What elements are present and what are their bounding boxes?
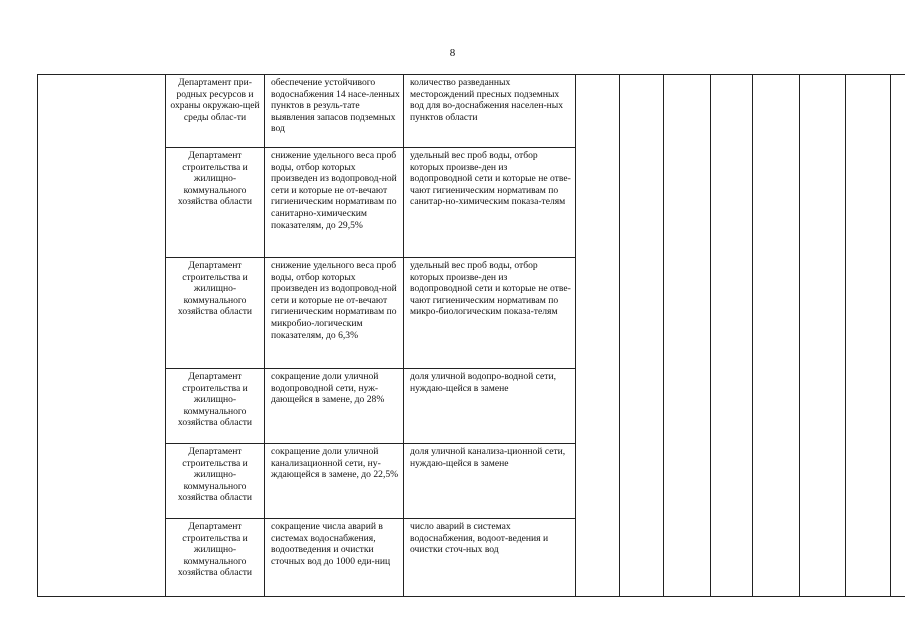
page-number: 8 (449, 47, 456, 59)
empty-cell (846, 75, 891, 597)
goal-cell: сокращение доли уличной канализационной сети, ну-ждающейся в замене, до 22,5% (265, 444, 404, 519)
department-cell: Департамент строительства и жилищно-коммунального хозяйства области (166, 148, 265, 258)
goal-cell: сокращение доли уличной водопроводной сети, нуж-дающейся в замене, до 28% (265, 369, 404, 444)
first-column-cell (38, 75, 166, 597)
indicator-cell: удельный вес проб воды, отбор которых произве-ден из водопроводной сети и которые не отве-чают гигиеническим нормативам по микро-биологическим показа-телям (404, 258, 576, 369)
indicator-cell: количество разведанных месторождений пресных подземных вод для во-доснабжения населен-ных пунктов области (404, 75, 576, 148)
department-cell: Департамент строительства и жилищно-коммунального хозяйства области (166, 258, 265, 369)
goal-cell: сокращение числа аварий в системах водоснабжения, водоотведения и очистки сточных вод до 1000 еди-ниц (265, 519, 404, 597)
empty-cell (753, 75, 800, 597)
department-cell: Департамент строительства и жилищно-коммунального хозяйства области (166, 444, 265, 519)
indicator-cell: доля уличной водопро-водной сети, нуждаю-щейся в замене (404, 369, 576, 444)
department-cell: Департамент строительства и жилищно-коммунального хозяйства области (166, 519, 265, 597)
goal-cell: обеспечение устойчивого водоснабжения 14 насе-ленных пунктов в резуль-тате выявления запасов подземных вод (265, 75, 404, 148)
department-cell: Департамент строительства и жилищно-коммунального хозяйства области (166, 369, 265, 444)
empty-cell (576, 75, 620, 597)
empty-cell (620, 75, 664, 597)
table-row (38, 75, 905, 148)
empty-cell (891, 75, 905, 597)
empty-cell (664, 75, 711, 597)
indicator-cell: доля уличной канализа-ционной сети, нуждаю-щейся в замене (404, 444, 576, 519)
empty-cell (800, 75, 846, 597)
goal-cell: снижение удельного веса проб воды, отбор которых произведен из водопровод-ной сети и которые не от-вечают гигиеническим нормативам по микробио-логическим показателям, до 6,3% (265, 258, 404, 369)
indicator-cell: удельный вес проб воды, отбор которых произве-ден из водопроводной сети и которые не отве-чают гигиеническим нормативам по санитар-но-химическим показа-телям (404, 148, 576, 258)
goal-cell: снижение удельного веса проб воды, отбор которых произведен из водопровод-ной сети и которые не от-вечают гигиеническим нормативам по санитарно-химическим показателям, до 29,5% (265, 148, 404, 258)
program-table (37, 74, 905, 597)
department-cell: Департамент при-родных ресурсов и охраны окружаю-щей среды облас-ти (166, 75, 265, 148)
indicator-cell: число аварий в системах водоснабжения, водоот-ведения и очистки сточ-ных вод (404, 519, 576, 597)
empty-cell (711, 75, 753, 597)
